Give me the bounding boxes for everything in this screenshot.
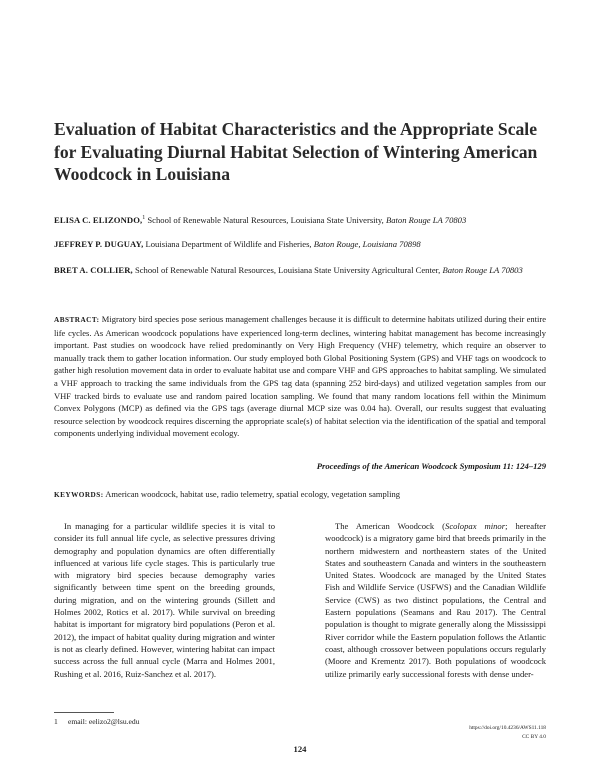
footnote-divider — [54, 712, 114, 713]
author-line — [54, 264, 549, 277]
paper-title: Evaluation of Habitat Characteristics and the Appropriate Scale for Evaluating Diurnal Habitat Selection of Wintering American Woodcock in Louisiana — [54, 119, 538, 184]
abstract — [54, 313, 546, 440]
footnote — [54, 717, 140, 726]
author-footnote-marker: 1 — [142, 215, 146, 221]
doi-block — [469, 724, 546, 741]
species-name: Scolopax minor — [445, 521, 506, 531]
body-text: The American Woodcock ( — [335, 521, 446, 531]
abstract-label: ABSTRACT: — [54, 316, 100, 324]
keywords-text: American woodcock, habitat use, radio telemetry, spatial ecology, vegetation sampling — [103, 489, 400, 499]
body-column-left: In managing for a particular wildlife species it is vital to consider its full annual life cycle, as selective pressures driving demography and population dynamics are often differentially influenced at various life cycle stages. This is particularly true with migratory bird species because demography varies significantly between time spent on the breeding grounds, during migration, and on the wintering grounds (Sillett and Holmes 2002, Rotics et al. 2017). While survival on breeding habitat is important for migratory bird populations (Peron et al. 2012), the impact of habitat quality during migration and winter is not as clearly defined. However, wintering habitat can impact success across the full annual cycle (Marra and Holmes 2001, Rushing et al. 2016, Ruiz-Sanchez et al. 2017). — [54, 521, 275, 679]
footnote-number: 1 — [54, 717, 58, 726]
abstract-text: Migratory bird species pose serious management challenges because it is difficult to determine habitats utilized during their entire life cycles. As American woodcock populations have experienced long-term declines, wintering habitat management has become increasingly important. Past studies on woodcock have relied predominantly on Very High Frequency (VHF) telemetry, which require an observer to manually track them to gather location information. Our study employed both Global Positioning System (GPS) and VHF tags on woodcock to gather high resolution movement data in order to evaluate habitat use and compare VHF and GPS approaches to habitat sampling. We simulated a VHF approach to tracking the same individuals from the GPS tag data (spanning 252 bird-days) and utilized vegetation samples from our VHF tracked birds to evaluate use and random paired location sampling. We found that many random locations fell within the Minimum Convex Polygons (MCP) as defined via the GPS tags (average diurnal MCP size was 0.04 ha). Overall, our results suggest that evaluating resource selection by woodcock requires discerning the appropriate scale(s) of habitat selection via the identification of the spatial and temporal components underlying individual movement ecology. — [54, 314, 546, 439]
author-name: BRET A. COLLIER, — [54, 265, 133, 275]
author-name: JEFFREY P. DUGUAY, — [54, 239, 144, 249]
author-affiliation: School of Renewable Natural Resources, Louisiana State University, — [145, 214, 386, 225]
page-number: 124 — [293, 744, 307, 754]
author-affiliation: School of Renewable Natural Resources, Louisiana State University Agricultural Center, — [132, 265, 443, 275]
footnote-email[interactable]: email: eelizo2@lsu.edu — [68, 717, 140, 726]
doi-link[interactable]: https://doi.org/10.4236/AWS11.118 — [469, 725, 546, 731]
keywords-label: KEYWORDS: — [54, 491, 104, 499]
author-line — [54, 212, 549, 227]
body-column-right — [325, 520, 546, 680]
author-line — [54, 238, 549, 251]
license-label: CC BY 4.0 — [522, 733, 546, 740]
body-text: ; hereafter woodcock) is a migratory game bird that breeds primarily in the northern midwestern and northeastern states of the United States and southeastern Canada and winters in the southeastern United States. Woodcock are managed by the United States Fish and Wildlife Service (USFWS) and the Canadian Wildlife Service (CWS) as two distinct populations, the Central and Eastern populations (Seamans and Rau 2017). The Central population is thought to migrate generally along the Mississippi River corridor while the Eastern population follows the Atlantic coast, although crossover between populations occurs regularly (Moore and Krementz 2017). Both populations of woodcock utilize primarily early successional forests with dense under- — [325, 521, 546, 679]
proceedings-citation: Proceedings of the American Woodcock Symposium 11: 124–129 — [316, 461, 546, 471]
author-location: Baton Rouge LA 70803 — [442, 265, 523, 275]
author-name: ELISA C. ELIZONDO, — [54, 214, 143, 225]
author-location: Baton Rouge, Louisiana 70898 — [313, 239, 421, 249]
keywords — [54, 489, 549, 499]
author-location: Baton Rouge LA 70803 — [385, 214, 467, 225]
author-affiliation: Louisiana Department of Wildlife and Fisheries, — [143, 239, 314, 249]
